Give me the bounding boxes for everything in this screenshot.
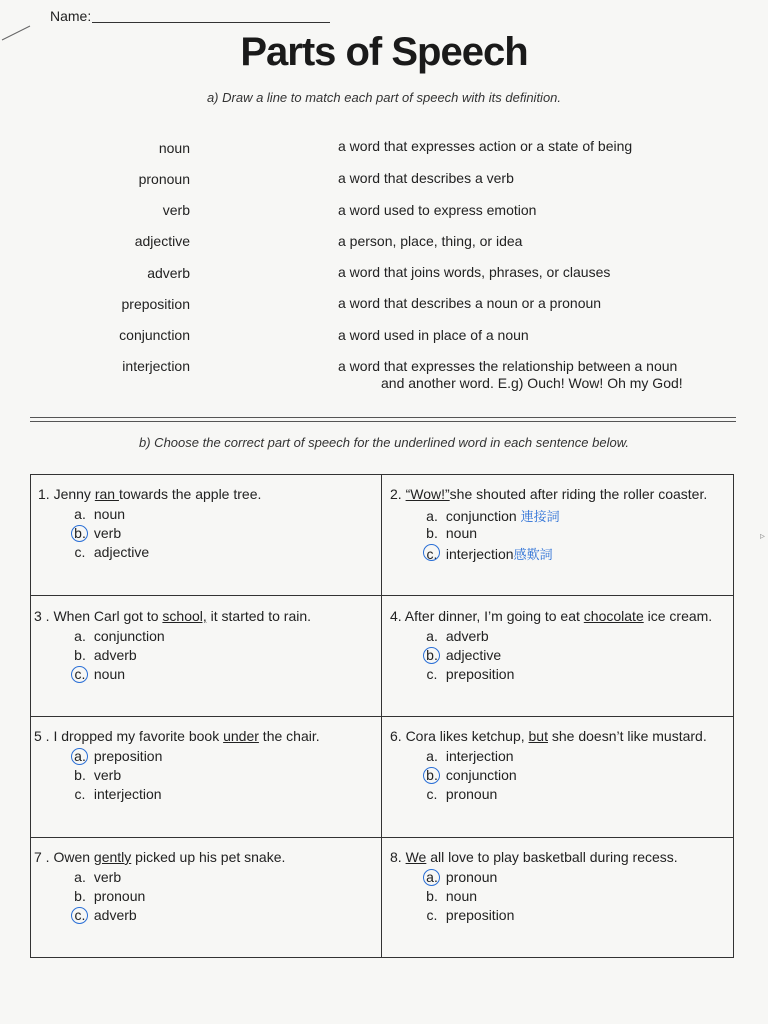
question-text: 7 . Owen — [34, 849, 94, 865]
option-label: preposition — [445, 907, 515, 923]
option-letter: c. — [74, 666, 86, 682]
q7-option-a[interactable] — [70, 869, 121, 885]
option-label: pronoun — [445, 786, 498, 802]
q5-option-b[interactable] — [70, 767, 121, 783]
q8-option-b[interactable] — [422, 888, 477, 904]
option-label: interjection — [445, 546, 514, 562]
answer-circle — [71, 525, 88, 542]
option-letter: c. — [426, 666, 438, 682]
question-text: towards the apple tree. — [118, 486, 262, 502]
question-text: the chair. — [258, 728, 320, 744]
question-4 — [390, 608, 712, 624]
question-text: picked up his pet snake. — [131, 849, 286, 865]
question-8 — [390, 849, 678, 865]
answer-circle — [423, 767, 440, 784]
underlined-word: school, — [162, 608, 207, 624]
term-pronoun: pronoun — [138, 171, 190, 187]
option-label: noun — [445, 525, 478, 541]
answer-circle — [423, 544, 440, 561]
option-letter: b. — [426, 767, 438, 783]
question-text: 1. Jenny — [38, 486, 95, 502]
option-letter: b. — [426, 525, 438, 541]
page-title: Parts of Speech — [240, 30, 528, 74]
question-2 — [390, 486, 707, 502]
q2-option-c[interactable] — [422, 544, 553, 563]
q1-option-a[interactable] — [70, 506, 125, 522]
question-7 — [34, 849, 285, 865]
option-letter: b. — [74, 647, 86, 663]
underlined-word: “Wow!” — [405, 486, 450, 502]
option-letter: c. — [426, 907, 438, 923]
option-label: adjective — [93, 544, 150, 560]
term-verb: verb — [162, 202, 190, 218]
option-label: adverb — [93, 907, 137, 923]
option-label: interjection — [445, 748, 514, 764]
underlined-word: under — [223, 728, 259, 744]
option-letter: b. — [74, 767, 86, 783]
term-adjective: adjective — [134, 233, 190, 249]
question-6 — [390, 728, 707, 744]
section-a-instruction: a) Draw a line to match each part of speech with its definition. — [206, 90, 562, 105]
name-label: Name: — [50, 8, 92, 24]
option-label: conjunction — [445, 767, 517, 783]
question-3 — [34, 608, 311, 624]
option-letter: b. — [74, 888, 86, 904]
grid-row-divider — [30, 716, 734, 717]
definition-item: a word that expresses action or a state of being — [338, 138, 633, 154]
option-label: interjection — [93, 786, 162, 802]
option-label: pronoun — [93, 888, 146, 904]
q2-option-a[interactable] — [422, 506, 560, 525]
definition-item: a word that expresses the relationship between a noun — [338, 358, 678, 374]
answer-circle — [71, 907, 88, 924]
definition-item: a word used in place of a noun — [338, 327, 529, 343]
q4-option-a[interactable] — [422, 628, 489, 644]
option-label: verb — [93, 525, 122, 541]
option-letter: a. — [74, 748, 86, 764]
q6-option-c[interactable] — [422, 786, 497, 802]
answer-circle — [423, 869, 440, 886]
q4-option-c[interactable] — [422, 666, 514, 682]
question-text: all love to play basketball during recess. — [426, 849, 678, 865]
question-5 — [34, 728, 320, 744]
question-text: 6. Cora likes ketchup, — [390, 728, 529, 744]
q3-option-b[interactable] — [70, 647, 137, 663]
answer-circle — [71, 666, 88, 683]
definition-item: a word that describes a verb — [338, 170, 514, 186]
term-interjection: interjection — [122, 358, 190, 374]
option-letter: c. — [74, 544, 86, 560]
option-letter: c. — [426, 546, 438, 562]
question-text: 4. After dinner, I’m going to eat — [390, 608, 584, 624]
question-text: 8. — [390, 849, 406, 865]
question-text: it started to rain. — [206, 608, 312, 624]
term-noun: noun — [158, 140, 190, 156]
option-label: adverb — [445, 628, 489, 644]
definition-continuation: and another word. E.g) Ouch! Wow! Oh my God! — [381, 375, 683, 391]
option-letter: a. — [426, 748, 438, 764]
option-label: adjective — [445, 647, 502, 663]
section-b-instruction: b) Choose the correct part of speech for the underlined word in each sentence below. — [139, 435, 629, 450]
question-text: 5 . I dropped my favorite book — [34, 728, 224, 744]
question-text: 3 . When Carl got to — [34, 608, 163, 624]
definition-item: a word that describes a noun or a pronoun — [338, 295, 602, 311]
option-label: verb — [93, 767, 122, 783]
question-text: she shouted after riding the roller coaster. — [449, 486, 708, 502]
question-text: 2. — [390, 486, 406, 502]
q2-option-b[interactable] — [422, 525, 477, 541]
option-letter: a. — [74, 628, 86, 644]
option-letter: b. — [426, 647, 438, 663]
handwritten-note: 感歎詞 — [513, 547, 553, 562]
underlined-word: but — [528, 728, 548, 744]
option-label: pronoun — [445, 869, 498, 885]
term-preposition: preposition — [121, 296, 190, 312]
underlined-word: chocolate — [583, 608, 644, 624]
definition-item: a person, place, thing, or idea — [338, 233, 523, 249]
option-label: verb — [93, 869, 122, 885]
grid-row-divider — [30, 837, 734, 838]
q8-option-c[interactable] — [422, 907, 514, 923]
handwritten-note: 連接詞 — [520, 509, 560, 524]
definition-item: a word used to express emotion — [338, 202, 537, 218]
option-letter: a. — [426, 628, 438, 644]
option-letter: c. — [74, 907, 86, 923]
question-text: she doesn’t like mustard. — [547, 728, 707, 744]
underlined-word: We — [405, 849, 427, 865]
name-blank-line — [92, 22, 330, 23]
option-letter: a. — [426, 508, 438, 524]
q1-option-c[interactable] — [70, 544, 149, 560]
grid-row-divider — [30, 595, 734, 596]
option-label: conjunction — [445, 508, 517, 524]
option-label: adverb — [93, 647, 137, 663]
option-label: preposition — [93, 748, 163, 764]
option-label: noun — [93, 506, 126, 522]
option-letter: a. — [74, 506, 86, 522]
option-letter: b. — [74, 525, 86, 541]
option-letter: a. — [74, 869, 86, 885]
section-divider — [30, 417, 736, 422]
option-letter: b. — [426, 888, 438, 904]
option-label: noun — [445, 888, 478, 904]
q5-option-c[interactable] — [70, 786, 162, 802]
option-label: noun — [93, 666, 126, 682]
answer-circle — [71, 748, 88, 765]
answer-circle — [423, 647, 440, 664]
term-conjunction: conjunction — [119, 327, 190, 343]
page-edge-mark-icon: ▹ — [760, 531, 766, 542]
option-label: preposition — [445, 666, 515, 682]
q7-option-b[interactable] — [70, 888, 145, 904]
question-1 — [38, 486, 261, 502]
underlined-word: ran — [94, 486, 119, 502]
option-label: conjunction — [93, 628, 165, 644]
underlined-word: gently — [93, 849, 132, 865]
option-letter: a. — [426, 869, 438, 885]
term-adverb: adverb — [147, 265, 190, 281]
definition-item: a word that joins words, phrases, or clauses — [338, 264, 611, 280]
question-text: ice cream. — [643, 608, 713, 624]
q6-option-a[interactable] — [422, 748, 514, 764]
option-letter: c. — [74, 786, 86, 802]
q3-option-a[interactable] — [70, 628, 165, 644]
option-letter: c. — [426, 786, 438, 802]
